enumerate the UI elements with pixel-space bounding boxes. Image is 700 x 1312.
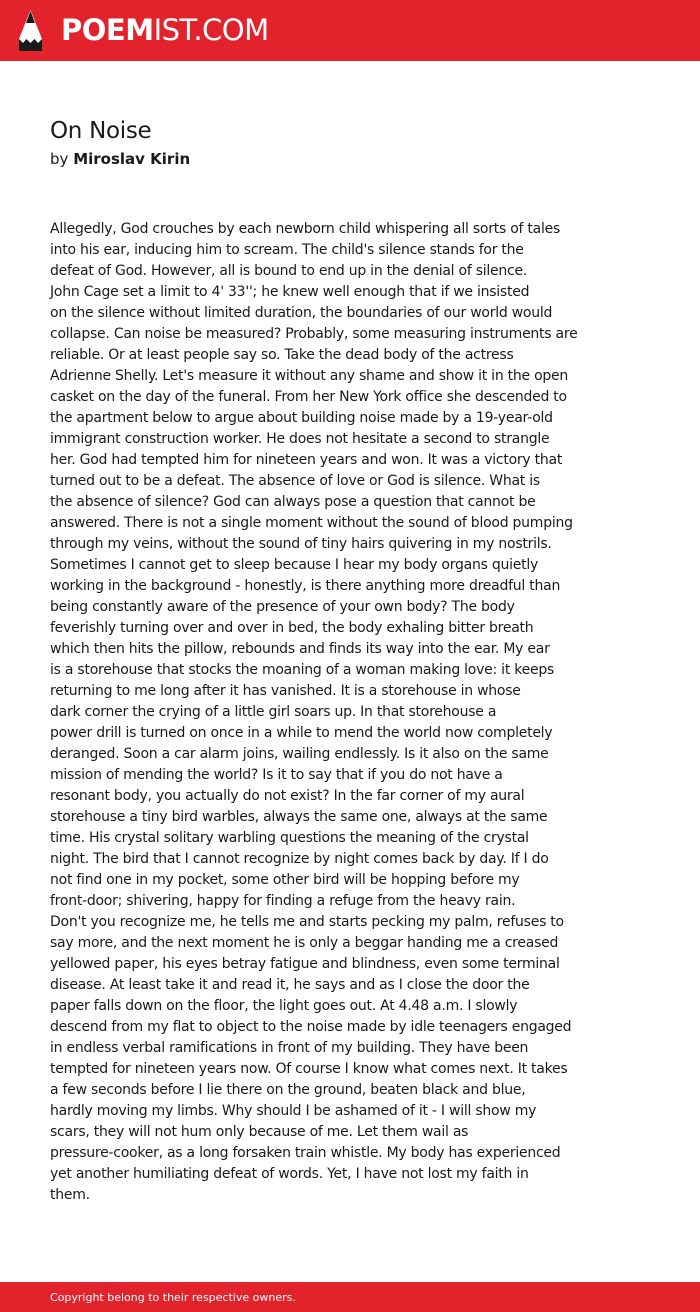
poem-line: defeat of God. However, all is bound to end up in the denial of silence. xyxy=(50,263,528,279)
poem-line: casket on the day of the funeral. From her New York office she descended to xyxy=(50,389,567,405)
poem-line: answered. There is not a single moment without the sound of blood pumping xyxy=(50,515,573,531)
poem-line: is a storehouse that stocks the moaning of a woman making love: it keeps xyxy=(50,662,555,678)
poem-line: the apartment below to argue about building noise made by a 19-year-old xyxy=(50,410,553,426)
poem-line: being constantly aware of the presence of your own body? The body xyxy=(50,599,515,615)
poem-line: turned out to be a defeat. The absence of love or God is silence. What is xyxy=(50,473,540,489)
author-name: Miroslav Kirin xyxy=(73,150,191,168)
poem-line: tempted for nineteen years now. Of course I know what comes next. It takes xyxy=(50,1061,568,1077)
poem-line: immigrant construction worker. He does not hesitate a second to strangle xyxy=(50,431,550,447)
poem-line: them. xyxy=(50,1187,90,1203)
poem-body xyxy=(50,219,650,1206)
poem-line: John Cage set a limit to 4' 33''; he knew well enough that if we insisted xyxy=(50,284,530,300)
poem-line: scars, they will not hum only because of me. Let them wail as xyxy=(50,1124,469,1140)
poem-line: yellowed paper, his eyes betray fatigue and blindness, even some terminal xyxy=(50,956,560,972)
byline-prefix: by xyxy=(50,150,69,168)
poem-line: dark corner the crying of a little girl soars up. In that storehouse a xyxy=(50,704,497,720)
site-header xyxy=(0,0,700,61)
site-logo[interactable] xyxy=(61,12,269,48)
poem-line: time. His crystal solitary warbling questions the meaning of the crystal xyxy=(50,830,529,846)
poem-line: into his ear, inducing him to scream. The child's silence stands for the xyxy=(50,242,524,258)
poem-line: Don't you recognize me, he tells me and starts pecking my palm, refuses to xyxy=(50,914,564,930)
poem-line: reliable. Or at least people say so. Take the dead body of the actress xyxy=(50,347,514,363)
poem-line: her. God had tempted him for nineteen years and won. It was a victory that xyxy=(50,452,563,468)
poem-line: deranged. Soon a car alarm joins, wailing endlessly. Is it also on the same xyxy=(50,746,549,762)
poem-line: in endless verbal ramifications in front of my building. They have been xyxy=(50,1040,529,1056)
poem-line: through my veins, without the sound of tiny hairs quivering in my nostrils. xyxy=(50,536,552,552)
poem-line: power drill is turned on once in a while to mend the world now completely xyxy=(50,725,553,741)
byline xyxy=(50,148,190,170)
poem-line: night. The bird that I cannot recognize by night comes back by day. If I do xyxy=(50,851,549,867)
poem-line: on the silence without limited duration, the boundaries of our world would xyxy=(50,305,553,321)
poem-line: which then hits the pillow, rebounds and finds its way into the ear. My ear xyxy=(50,641,550,657)
poem-line: storehouse a tiny bird warbles, always the same one, always at the same xyxy=(50,809,548,825)
poem-line: hardly moving my limbs. Why should I be ashamed of it - I will show my xyxy=(50,1103,537,1119)
poem-line: returning to me long after it has vanished. It is a storehouse in whose xyxy=(50,683,521,699)
poem-line: Adrienne Shelly. Let's measure it without any shame and show it in the open xyxy=(50,368,569,384)
poem-line: resonant body, you actually do not exist? In the far corner of my aural xyxy=(50,788,525,804)
poem-line: the absence of silence? God can always pose a question that cannot be xyxy=(50,494,536,510)
poem-line: Allegedly, God crouches by each newborn child whispering all sorts of tales xyxy=(50,221,561,237)
poem-line: collapse. Can noise be measured? Probably, some measuring instruments are xyxy=(50,326,578,342)
site-footer xyxy=(0,1282,700,1312)
poem-line: a few seconds before I lie there on the ground, beaten black and blue, xyxy=(50,1082,526,1098)
poem-line: pressure-cooker, as a long forsaken train whistle. My body has experienced xyxy=(50,1145,561,1161)
copyright-text: Copyright belong to their respective owners. xyxy=(50,1291,296,1304)
poem-line: say more, and the next moment he is only a beggar handing me a creased xyxy=(50,935,559,951)
poem-line: Sometimes I cannot get to sleep because I hear my body organs quietly xyxy=(50,557,539,573)
poem-line: front-door; shivering, happy for finding a refuge from the heavy rain. xyxy=(50,893,516,909)
poem-line: paper falls down on the floor, the light goes out. At 4.48 a.m. I slowly xyxy=(50,998,518,1014)
poem-line: feverishly turning over and over in bed, the body exhaling bitter breath xyxy=(50,620,534,636)
pencil-icon xyxy=(18,9,43,52)
poem-line: not find one in my pocket, some other bird will be hopping before my xyxy=(50,872,520,888)
poem-line: mission of mending the world? Is it to say that if you do not have a xyxy=(50,767,503,783)
poem-line: working in the background - honestly, is there anything more dreadful than xyxy=(50,578,561,594)
poem-line: disease. At least take it and read it, he says and as I close the door the xyxy=(50,977,530,993)
poem-line: yet another humiliating defeat of words. Yet, I have not lost my faith in xyxy=(50,1166,529,1182)
poem-line: descend from my flat to object to the noise made by idle teenagers engaged xyxy=(50,1019,572,1035)
poem-title: On Noise xyxy=(50,118,152,144)
logo-bold-text: POEM xyxy=(61,13,154,47)
logo-light-text: IST.COM xyxy=(153,13,269,47)
